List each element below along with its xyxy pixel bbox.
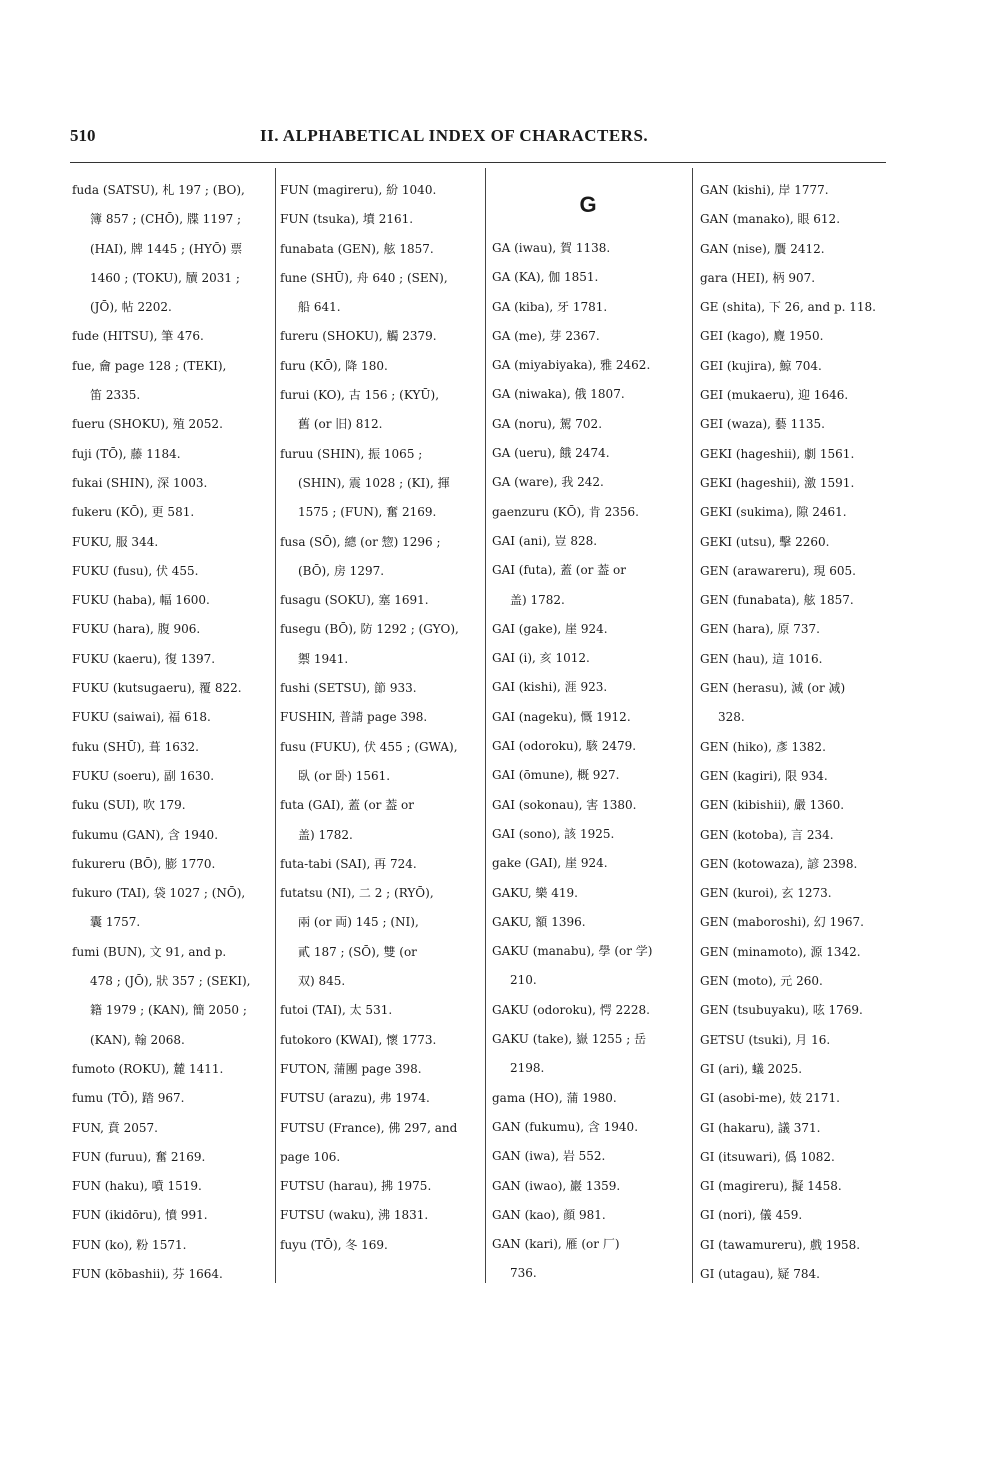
index-entry-line: 2198.	[510, 1061, 545, 1076]
column-divider	[692, 168, 693, 1283]
index-entry-line: GI (asobi-me), 妓 2171.	[700, 1091, 840, 1106]
index-entry-line: 盖) 1782.	[510, 592, 565, 607]
index-entry-line: furui (KO), 古 156 ; (KYŪ),	[280, 388, 440, 403]
index-entry-line: GAKU, 樂 419.	[492, 885, 578, 900]
index-entry-line: fuji (TŌ), 藤 1184.	[72, 446, 181, 461]
index-entry-line: 囊 1757.	[90, 915, 141, 930]
index-entry-line: GI (hakaru), 議 371.	[700, 1120, 821, 1135]
index-entry-line: GAI (kishi), 涯 923.	[492, 680, 608, 695]
index-entry-line: GI (nori), 儀 459.	[700, 1208, 803, 1223]
index-entry-line: GAI (futa), 蓋 (or 葢 or	[492, 563, 626, 578]
index-entry-line: FUKU (fusu), 伏 455.	[72, 563, 199, 578]
header-rule	[70, 162, 886, 163]
index-entry-line: GEN (arawareru), 現 605.	[700, 563, 856, 578]
index-column-3	[492, 176, 684, 1286]
index-entry-line: FUKU (saiwai), 福 618.	[72, 710, 211, 725]
index-entry-line: GAN (fukumu), 含 1940.	[492, 1119, 639, 1134]
index-entry-line: 舊 (or 旧) 812.	[298, 417, 383, 432]
index-entry-line: GEN (kotoba), 言 234.	[700, 827, 834, 842]
index-entry-line: futa (GAI), 蓋 (or 葢 or	[280, 798, 414, 813]
index-entry-line: 兩 (or 両) 145 ; (NI),	[298, 915, 419, 930]
index-entry-line: FUTSU (waku), 沸 1831.	[280, 1208, 429, 1223]
index-entry-line: fukureru (BŌ), 膨 1770.	[72, 856, 216, 871]
index-entry-line: fukumu (GAN), 含 1940.	[72, 827, 219, 842]
index-entry-line: (BŌ), 房 1297.	[298, 563, 385, 578]
index-entry-line: FUN (ko), 粉 1571.	[72, 1237, 187, 1252]
index-entry-line: GAN (manako), 眼 612.	[700, 212, 841, 227]
index-entry-line: GEI (kujira), 鯨 704.	[700, 358, 822, 373]
index-entry-line: FUKU (soeru), 副 1630.	[72, 768, 215, 783]
index-entry-line: GEKI (sukima), 隙 2461.	[700, 505, 847, 520]
index-entry-line: GAKU, 額 1396.	[492, 914, 586, 929]
index-entry-line: GA (miyabiyaka), 雅 2462.	[492, 358, 651, 373]
index-entry-line: GEN (funabata), 舷 1857.	[700, 593, 854, 608]
index-entry-line: GA (KA), 伽 1851.	[492, 270, 599, 285]
index-entry-line: fuda (SATSU), 札 197 ; (BO),	[72, 183, 245, 197]
index-entry-line: FUTSU (harau), 拂 1975.	[280, 1179, 432, 1194]
index-entry-line: GEN (minamoto), 源 1342.	[700, 944, 861, 959]
index-entry-line: FUTON, 蒲團 page 398.	[280, 1061, 422, 1076]
index-entry-line: fumoto (ROKU), 麓 1411.	[72, 1061, 224, 1076]
index-entry-line: 1575 ; (FUN), 奮 2169.	[298, 505, 437, 520]
index-entry-line: GI (ari), 蟻 2025.	[700, 1061, 803, 1076]
index-entry-line: GEN (kibishii), 嚴 1360.	[700, 798, 845, 813]
index-entry-line: 笛 2335.	[90, 388, 141, 403]
index-entry-line: GEN (kagiri), 限 934.	[700, 768, 828, 783]
page-number: 510	[70, 126, 96, 145]
index-entry-line: GA (me), 芽 2367.	[492, 328, 600, 343]
index-entry-line: page 106.	[280, 1149, 341, 1164]
index-entry-line: GA (kiba), 牙 1781.	[492, 299, 608, 314]
index-entry-line: GAN (kari), 雁 (or 厂)	[492, 1237, 620, 1252]
index-entry-line: GI (itsuwari), 僞 1082.	[700, 1149, 835, 1164]
index-column-4	[700, 176, 895, 1286]
index-entry-line: GAN (nise), 贋 2412.	[700, 241, 825, 256]
index-entry-line: fumi (BUN), 文 91, and p.	[72, 944, 227, 959]
index-entry-line: fusa (SŌ), 總 (or 惣) 1296 ;	[280, 534, 441, 549]
index-entry-line: GEN (kotowaza), 諺 2398.	[700, 856, 858, 871]
index-entry-line: gake (GAI), 崖 924.	[492, 856, 608, 871]
index-entry-line: fusu (FUKU), 伏 455 ; (GWA),	[280, 739, 458, 754]
index-entry-line: GAI (nageku), 慨 1912.	[492, 709, 631, 724]
index-entry-line: FUN (ikidōru), 憤 991.	[72, 1208, 208, 1223]
index-entry-line: fukeru (KŌ), 更 581.	[72, 505, 195, 520]
index-entry-line: 臥 (or 卧) 1561.	[298, 768, 391, 783]
index-entry-line: GEI (mukaeru), 迎 1646.	[700, 388, 849, 403]
index-entry-line: 736.	[510, 1266, 537, 1281]
index-entry-line: GAN (iwao), 巖 1359.	[492, 1178, 621, 1193]
index-entry-line: GE (shita), 下 26, and p. 118.	[700, 300, 876, 315]
index-entry-line: furuu (SHIN), 振 1065 ;	[280, 446, 423, 461]
index-entry-line: 貳 187 ; (SŌ), 雙 (or	[298, 944, 417, 959]
index-entry-line: GAI (i), 亥 1012.	[492, 651, 590, 666]
index-entry-line: 盖) 1782.	[298, 827, 353, 842]
index-entry-line: GEN (kuroi), 玄 1273.	[700, 886, 832, 901]
column-divider	[485, 168, 486, 1283]
index-entry-line: fuyu (TŌ), 冬 169.	[280, 1237, 388, 1252]
index-entry-line: GAN (iwa), 岩 552.	[492, 1149, 606, 1164]
index-entry-line: GEN (hau), 這 1016.	[700, 651, 823, 666]
index-entry-line: fumu (TŌ), 踏 967.	[72, 1091, 185, 1106]
index-entry-line: GEN (moto), 元 260.	[700, 974, 823, 989]
index-entry-line: GI (utagau), 疑 784.	[700, 1266, 820, 1281]
index-entry-line: gara (HEI), 柄 907.	[700, 270, 816, 285]
index-entry-line: GEI (waza), 藝 1135.	[700, 417, 825, 432]
index-entry-line: gama (HO), 蒲 1980.	[492, 1090, 617, 1105]
index-entry-line: GEN (herasu), 減 (or 减)	[700, 681, 846, 696]
index-entry-line: GAI (ōmune), 概 927.	[492, 768, 620, 783]
index-entry-line: GEKI (hageshii), 激 1591.	[700, 475, 855, 490]
index-entry-line: GAI (sokonau), 害 1380.	[492, 797, 637, 812]
index-entry-line: GEI (kago), 麑 1950.	[700, 329, 824, 344]
index-entry-line: GEN (maboroshi), 幻 1967.	[700, 915, 864, 930]
index-entry-line: fude (HITSU), 筆 476.	[72, 329, 204, 344]
index-entry-line: 簿 857 ; (CHŌ), 牒 1197 ;	[90, 212, 242, 227]
index-entry-line: FUKU (kaeru), 復 1397.	[72, 651, 216, 666]
index-entry-line: GAI (gake), 崖 924.	[492, 621, 608, 636]
index-entry-line: GI (tawamureru), 戲 1958.	[700, 1237, 861, 1252]
index-entry-line: fusegu (BŌ), 防 1292 ; (GYO),	[280, 622, 459, 637]
index-entry-line: GA (iwau), 賀 1138.	[492, 241, 611, 255]
index-entry-line: furu (KŌ), 降 180.	[280, 358, 388, 373]
index-entry-line: fuku (SUI), 吹 179.	[72, 798, 186, 813]
index-entry-line: FUTSU (arazu), 弗 1974.	[280, 1091, 430, 1106]
index-entry-line: (HAI), 牌 1445 ; (HYŌ) 票	[90, 241, 243, 256]
index-entry-line: FUN, 賁 2057.	[72, 1120, 158, 1135]
index-entry-line: 210.	[510, 973, 537, 988]
index-entry-line: futa-tabi (SAI), 再 724.	[280, 856, 417, 871]
section-letter: G	[579, 192, 597, 217]
index-entry-line: GAN (kishi), 岸 1777.	[700, 183, 829, 197]
index-entry-line: GAI (odoroku), 駭 2479.	[492, 739, 637, 754]
index-entry-line: GEN (hara), 原 737.	[700, 622, 820, 637]
index-entry-line: GEKI (utsu), 擊 2260.	[700, 534, 830, 549]
index-entry-line: 籍 1979 ; (KAN), 簡 2050 ;	[90, 1003, 247, 1018]
index-entry-line: 船 641.	[298, 300, 341, 315]
index-entry-line: fukuro (TAI), 袋 1027 ; (NŌ),	[72, 886, 246, 901]
column-divider	[275, 168, 276, 1283]
index-column-1	[72, 176, 270, 1286]
index-entry-line: GAKU (take), 嶽 1255 ; 岳	[492, 1032, 647, 1047]
index-entry-line: GEN (tsubuyaku), 呟 1769.	[700, 1003, 863, 1018]
index-entry-line: funabata (GEN), 舷 1857.	[280, 241, 434, 256]
index-entry-line: FUKU (haba), 幅 1600.	[72, 593, 210, 608]
index-entry-line: fukai (SHIN), 深 1003.	[72, 475, 208, 490]
index-entry-line: GETSU (tsuki), 月 16.	[700, 1032, 831, 1047]
index-entry-line: GEN (hiko), 彥 1382.	[700, 739, 826, 754]
page-header	[70, 126, 890, 152]
index-entry-line: GA (ueru), 餓 2474.	[492, 446, 610, 461]
index-entry-line: (JŌ), 帖 2202.	[90, 300, 172, 315]
index-entry-line: futoi (TAI), 太 531.	[280, 1003, 393, 1018]
index-entry-line: GAN (kao), 顔 981.	[492, 1207, 606, 1222]
index-entry-line: GAI (sono), 該 1925.	[492, 826, 615, 841]
index-entry-line: GA (niwaka), 俄 1807.	[492, 387, 625, 402]
index-entry-line: FUSHIN, 普請 page 398.	[280, 710, 428, 725]
index-column-2	[280, 176, 480, 1286]
index-entry-line: GAI (ani), 豈 828.	[492, 533, 598, 548]
index-entry-line: (SHIN), 震 1028 ; (KI), 揮	[298, 475, 450, 490]
index-entry-line: fue, 龠 page 128 ; (TEKI),	[72, 358, 227, 373]
index-entry-line: fuku (SHŪ), 葺 1632.	[72, 739, 199, 754]
index-entry-line: 328.	[718, 710, 745, 725]
index-entry-line: futatsu (NI), 二 2 ; (RYŌ),	[280, 886, 434, 901]
index-entry-line: 禦 1941.	[298, 651, 349, 666]
index-entry-line: fueru (SHOKU), 殖 2052.	[72, 417, 223, 432]
index-entry-line: GA (ware), 我 242.	[492, 475, 604, 490]
index-entry-line: gaenzuru (KŌ), 肯 2356.	[492, 504, 639, 519]
index-entry-line: fune (SHŪ), 舟 640 ; (SEN),	[280, 270, 448, 285]
index-entry-line: 双) 845.	[298, 974, 346, 989]
running-title: II. ALPHABETICAL INDEX OF CHARACTERS.	[260, 126, 649, 145]
index-entry-line: GI (magireru), 擬 1458.	[700, 1179, 842, 1194]
index-entry-line: FUKU (hara), 腹 906.	[72, 622, 201, 637]
index-entry-line: FUN (magireru), 紛 1040.	[280, 183, 437, 197]
index-entry-line: futokoro (KWAI), 懷 1773.	[280, 1032, 437, 1047]
index-entry-line: FUN (haku), 噴 1519.	[72, 1179, 202, 1194]
index-entry-line: 1460 ; (TOKU), 牘 2031 ;	[90, 270, 240, 285]
index-entry-line: fusagu (SOKU), 塞 1691.	[280, 593, 429, 608]
index-entry-line: fureru (SHOKU), 觸 2379.	[280, 329, 437, 344]
index-entry-line: FUTSU (France), 佛 297, and	[280, 1120, 458, 1135]
index-entry-line: FUN (kōbashii), 芬 1664.	[72, 1266, 223, 1281]
index-entry-line: GAKU (manabu), 學 (or 学)	[492, 944, 653, 959]
index-entry-line: FUN (tsuka), 墳 2161.	[280, 212, 414, 227]
index-entry-line: fushi (SETSU), 節 933.	[280, 681, 417, 696]
index-entry-line: FUKU (kutsugaeru), 覆 822.	[72, 681, 242, 696]
index-entry-line: 478 ; (JŌ), 狀 357 ; (SEKI),	[90, 974, 251, 989]
index-entry-line: GA (noru), 駕 702.	[492, 416, 603, 431]
index-entry-line: (KAN), 翰 2068.	[90, 1032, 185, 1047]
index-entry-line: GAKU (odoroku), 愕 2228.	[492, 1002, 650, 1017]
index-entry-line: FUKU, 服 344.	[72, 534, 159, 549]
index-entry-line: GEKI (hageshii), 劇 1561.	[700, 446, 855, 461]
index-entry-line: FUN (furuu), 奮 2169.	[72, 1149, 206, 1164]
